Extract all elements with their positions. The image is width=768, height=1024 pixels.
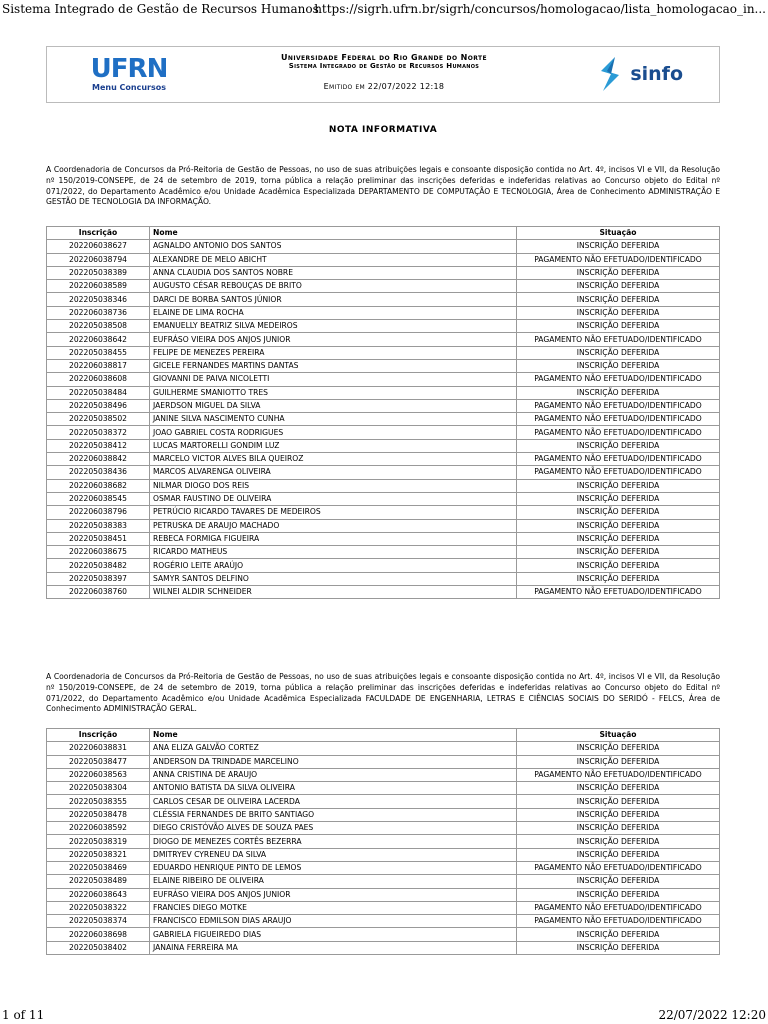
situacao-cell: INSCRIÇÃO DEFERIDA xyxy=(517,240,720,253)
university-name: Universidade Federal do Rio Grande do Norte xyxy=(281,53,487,62)
sinfo-s-icon xyxy=(597,55,623,93)
nome-cell: PETRÚCIO RICARDO TAVARES DE MEDEIROS xyxy=(150,506,517,519)
inscricao-cell: 202205038304 xyxy=(47,782,150,795)
situacao-cell: INSCRIÇÃO DEFERIDA xyxy=(517,439,720,452)
sinfo-logo xyxy=(597,55,683,93)
nome-cell: DIOGO DE MENEZES CORTÊS BEZERRA xyxy=(150,835,517,848)
situacao-cell: INSCRIÇÃO DEFERIDA xyxy=(517,492,720,505)
nome-cell: CARLOS CESAR DE OLIVEIRA LACERDA xyxy=(150,795,517,808)
situacao-cell: INSCRIÇÃO DEFERIDA xyxy=(517,532,720,545)
table-row xyxy=(47,808,720,821)
table-row xyxy=(47,572,720,585)
situacao-cell: INSCRIÇÃO DEFERIDA xyxy=(517,795,720,808)
inscricao-cell: 202206038736 xyxy=(47,306,150,319)
situacao-cell: PAGAMENTO NÃO EFETUADO/IDENTIFICADO xyxy=(517,453,720,466)
nome-cell: WILNEI ALDIR SCHNEIDER xyxy=(150,586,517,599)
situacao-cell: INSCRIÇÃO DEFERIDA xyxy=(517,506,720,519)
nome-cell: EDUARDO HENRIQUE PINTO DE LEMOS xyxy=(150,861,517,874)
table-row xyxy=(47,559,720,572)
situacao-cell: INSCRIÇÃO DEFERIDA xyxy=(517,359,720,372)
situacao-cell: INSCRIÇÃO DEFERIDA xyxy=(517,875,720,888)
table-row xyxy=(47,928,720,941)
inscricao-cell: 202205038322 xyxy=(47,901,150,914)
nome-cell: EUFRÁSO VIEIRA DOS ANJOS JUNIOR xyxy=(150,333,517,346)
situacao-cell: INSCRIÇÃO DEFERIDA xyxy=(517,928,720,941)
nome-cell: PETRUSKA DE ARAUJO MACHADO xyxy=(150,519,517,532)
situacao-cell: INSCRIÇÃO DEFERIDA xyxy=(517,572,720,585)
header-info xyxy=(197,53,571,91)
document-title: NOTA INFORMATIVA xyxy=(328,125,438,135)
table-row xyxy=(47,861,720,874)
table-row xyxy=(47,888,720,901)
nome-cell: FRANCISCO EDMILSON DIAS ARAUJO xyxy=(150,915,517,928)
document-page xyxy=(46,46,720,135)
inscricao-cell: 202206038796 xyxy=(47,506,150,519)
table-row xyxy=(47,266,720,279)
situacao-cell: PAGAMENTO NÃO EFETUADO/IDENTIFICADO xyxy=(517,426,720,439)
situacao-cell: INSCRIÇÃO DEFERIDA xyxy=(517,479,720,492)
nome-cell: JANINE SILVA NASCIMENTO CUNHA xyxy=(150,413,517,426)
situacao-cell: PAGAMENTO NÃO EFETUADO/IDENTIFICADO xyxy=(517,333,720,346)
table-row xyxy=(47,359,720,372)
inscricao-cell: 202205038389 xyxy=(47,266,150,279)
inscricao-cell: 202206038831 xyxy=(47,742,150,755)
ufrn-logo[interactable] xyxy=(89,55,169,92)
nome-cell: GICELE FERNANDES MARTINS DANTAS xyxy=(150,359,517,372)
table-row xyxy=(47,293,720,306)
sinfo-logo-text: sinfo xyxy=(630,63,683,85)
table-row xyxy=(47,453,720,466)
table-row xyxy=(47,795,720,808)
situacao-cell: INSCRIÇÃO DEFERIDA xyxy=(517,559,720,572)
situacao-cell: INSCRIÇÃO DEFERIDA xyxy=(517,755,720,768)
inscricao-cell: 202206038608 xyxy=(47,373,150,386)
table-row xyxy=(47,848,720,861)
nome-cell: DARCI DE BORBA SANTOS JÚNIOR xyxy=(150,293,517,306)
inscricao-cell: 202205038436 xyxy=(47,466,150,479)
table-row xyxy=(47,280,720,293)
inscricao-cell: 202205038469 xyxy=(47,861,150,874)
situacao-cell: PAGAMENTO NÃO EFETUADO/IDENTIFICADO xyxy=(517,466,720,479)
table-row xyxy=(47,399,720,412)
situacao-cell: PAGAMENTO NÃO EFETUADO/IDENTIFICADO xyxy=(517,915,720,928)
nome-cell: JOAO GABRIEL COSTA RODRIGUES xyxy=(150,426,517,439)
nome-cell: ANDERSON DA TRINDADE MARCELINO xyxy=(150,755,517,768)
situacao-cell: INSCRIÇÃO DEFERIDA xyxy=(517,848,720,861)
inscricao-cell: 202206038760 xyxy=(47,586,150,599)
situacao-cell: INSCRIÇÃO DEFERIDA xyxy=(517,386,720,399)
inscricao-cell: 202206038545 xyxy=(47,492,150,505)
nome-cell: ANTONIO BATISTA DA SILVA OLIVEIRA xyxy=(150,782,517,795)
situacao-cell: INSCRIÇÃO DEFERIDA xyxy=(517,742,720,755)
situacao-cell: INSCRIÇÃO DEFERIDA xyxy=(517,808,720,821)
table-row xyxy=(47,479,720,492)
inscricao-cell: 202205038455 xyxy=(47,346,150,359)
table-row xyxy=(47,240,720,253)
inscricao-cell: 202205038346 xyxy=(47,293,150,306)
col-inscricao-header: Inscrição xyxy=(47,227,150,240)
col-nome-header: Nome xyxy=(150,227,517,240)
print-datetime: 22/07/2022 12:20 xyxy=(658,1008,766,1022)
nome-cell: OSMAR FAUSTINO DE OLIVEIRA xyxy=(150,492,517,505)
menu-concursos-link[interactable]: Menu Concursos xyxy=(91,83,167,92)
page-count: 1 of 11 xyxy=(2,1008,45,1022)
emission-date: Emitido em 22/07/2022 12:18 xyxy=(323,82,445,91)
table-header-row xyxy=(47,227,720,240)
table-row xyxy=(47,782,720,795)
inscricao-cell: 202205038478 xyxy=(47,808,150,821)
situacao-cell: PAGAMENTO NÃO EFETUADO/IDENTIFICADO xyxy=(517,861,720,874)
col-situacao-header: Situação xyxy=(517,729,720,742)
nome-cell: EMANUELLY BEATRIZ SILVA MEDEIROS xyxy=(150,320,517,333)
nome-cell: DMITRYEV CYRENEU DA SILVA xyxy=(150,848,517,861)
table-row xyxy=(47,346,720,359)
nome-cell: GUILHERME SMANIOTTO TRES xyxy=(150,386,517,399)
table-row xyxy=(47,875,720,888)
table-row xyxy=(47,506,720,519)
nome-cell: ANA ELIZA GALVÃO CORTEZ xyxy=(150,742,517,755)
section-2-paragraph: A Coordenadoria de Concursos da Pró-Reitoria de Gestão de Pessoas, no uso de suas atribuições legais e consoante disposição contida no Art. 4º, incisos VI e VII, da Resolução nº 150/2019-CONSEPE, de 24 de setembro de 2019, torna pública a relação preliminar das inscrições deferidas e indeferidas relativas ao Concurso objeto do Edital nº 071/2022, do Departamento Acadêmico e/ou Unidade Acadêmica Especializada FACULDADE DE ENGENHARIA, LETRAS E CIÊNCIAS SOCIAIS DO SERIDÓ - FELCS, Área de Conhecimento ADMINISTRAÇÃO GERAL. xyxy=(46,672,720,714)
inscricao-cell: 202206038627 xyxy=(47,240,150,253)
nome-cell: ROGÉRIO LEITE ARAÚJO xyxy=(150,559,517,572)
table-header-row xyxy=(47,729,720,742)
inscricao-cell: 202205038321 xyxy=(47,848,150,861)
inscricao-cell: 202205038397 xyxy=(47,572,150,585)
situacao-cell: INSCRIÇÃO DEFERIDA xyxy=(517,280,720,293)
situacao-cell: INSCRIÇÃO DEFERIDA xyxy=(517,519,720,532)
situacao-cell: PAGAMENTO NÃO EFETUADO/IDENTIFICADO xyxy=(517,901,720,914)
table-row xyxy=(47,519,720,532)
situacao-cell: INSCRIÇÃO DEFERIDA xyxy=(517,888,720,901)
nome-cell: GABRIELA FIGUEIREDO DIAS xyxy=(150,928,517,941)
col-inscricao-header: Inscrição xyxy=(47,729,150,742)
inscricao-cell: 202205038489 xyxy=(47,875,150,888)
table-row xyxy=(47,426,720,439)
inscricao-cell: 202206038642 xyxy=(47,333,150,346)
system-name: Sistema Integrado de Gestão de Recursos Humanos xyxy=(288,62,480,70)
nome-cell: SAMYR SANTOS DELFINO xyxy=(150,572,517,585)
situacao-cell: PAGAMENTO NÃO EFETUADO/IDENTIFICADO xyxy=(517,373,720,386)
document-header xyxy=(46,46,720,103)
table-row xyxy=(47,941,720,954)
inscricao-cell: 202206038682 xyxy=(47,479,150,492)
inscricao-cell: 202205038412 xyxy=(47,439,150,452)
inscricao-cell: 202205038355 xyxy=(47,795,150,808)
situacao-cell: PAGAMENTO NÃO EFETUADO/IDENTIFICADO xyxy=(517,253,720,266)
nome-cell: AGNALDO ANTONIO DOS SANTOS xyxy=(150,240,517,253)
table-row xyxy=(47,546,720,559)
situacao-cell: PAGAMENTO NÃO EFETUADO/IDENTIFICADO xyxy=(517,413,720,426)
inscricao-cell: 202205038374 xyxy=(47,915,150,928)
nome-cell: MARCOS ALVARENGA OLIVEIRA xyxy=(150,466,517,479)
nome-cell: ANNA CLAUDIA DOS SANTOS NOBRE xyxy=(150,266,517,279)
table-row xyxy=(47,439,720,452)
table-row xyxy=(47,320,720,333)
table-row xyxy=(47,306,720,319)
nome-cell: LUCAS MARTORELLI GONDIM LUZ xyxy=(150,439,517,452)
print-header xyxy=(0,0,768,18)
table-row xyxy=(47,768,720,781)
nome-cell: ANNA CRISTINA DE ARAUJO xyxy=(150,768,517,781)
table-row xyxy=(47,413,720,426)
inscricao-cell: 202205038372 xyxy=(47,426,150,439)
table-row xyxy=(47,466,720,479)
inscricao-cell: 202205038383 xyxy=(47,519,150,532)
section-1-table xyxy=(46,226,720,599)
situacao-cell: INSCRIÇÃO DEFERIDA xyxy=(517,266,720,279)
section-2-table xyxy=(46,728,720,955)
table-row xyxy=(47,835,720,848)
nome-cell: MARCELO VICTOR ALVES BILA QUEIROZ xyxy=(150,453,517,466)
inscricao-cell: 202205038451 xyxy=(47,532,150,545)
table-row xyxy=(47,532,720,545)
inscricao-cell: 202205038484 xyxy=(47,386,150,399)
situacao-cell: INSCRIÇÃO DEFERIDA xyxy=(517,782,720,795)
inscricao-cell: 202206038817 xyxy=(47,359,150,372)
table-row xyxy=(47,901,720,914)
table-row xyxy=(47,822,720,835)
nome-cell: EUFRÁSO VIEIRA DOS ANJOS JUNIOR xyxy=(150,888,517,901)
situacao-cell: PAGAMENTO NÃO EFETUADO/IDENTIFICADO xyxy=(517,768,720,781)
inscricao-cell: 202206038794 xyxy=(47,253,150,266)
inscricao-cell: 202206038563 xyxy=(47,768,150,781)
nome-cell: JANAINA FERREIRA MA xyxy=(150,941,517,954)
table-row xyxy=(47,915,720,928)
nome-cell: ELAINE DE LIMA ROCHA xyxy=(150,306,517,319)
situacao-cell: INSCRIÇÃO DEFERIDA xyxy=(517,941,720,954)
nome-cell: JAERDSON MIGUEL DA SILVA xyxy=(150,399,517,412)
inscricao-cell: 202205038508 xyxy=(47,320,150,333)
table-row xyxy=(47,742,720,755)
situacao-cell: INSCRIÇÃO DEFERIDA xyxy=(517,320,720,333)
nome-cell: RICARDO MATHEUS xyxy=(150,546,517,559)
ufrn-logo-text: UFRN xyxy=(90,54,168,84)
nome-cell: FRANCIES DIEGO MOTKE xyxy=(150,901,517,914)
situacao-cell: INSCRIÇÃO DEFERIDA xyxy=(517,293,720,306)
nome-cell: DIEGO CRISTÓVÃO ALVES DE SOUZA PAES xyxy=(150,822,517,835)
inscricao-cell: 202205038402 xyxy=(47,941,150,954)
situacao-cell: INSCRIÇÃO DEFERIDA xyxy=(517,546,720,559)
situacao-cell: INSCRIÇÃO DEFERIDA xyxy=(517,822,720,835)
inscricao-cell: 202206038643 xyxy=(47,888,150,901)
situacao-cell: INSCRIÇÃO DEFERIDA xyxy=(517,835,720,848)
nome-cell: AUGUSTO CÉSAR REBOUÇAS DE BRITO xyxy=(150,280,517,293)
inscricao-cell: 202206038592 xyxy=(47,822,150,835)
section-1-paragraph: A Coordenadoria de Concursos da Pró-Reitoria de Gestão de Pessoas, no uso de suas atribuições legais e consoante disposição contida no Art. 4º, incisos VI e VII, da Resolução nº 150/2019-CONSEPE, de 24 de setembro de 2019, torna pública a relação preliminar das inscrições deferidas e indeferidas relativas ao Concurso objeto do Edital nº 071/2022, do Departamento Acadêmico e/ou Unidade Acadêmica Especializada DEPARTAMENTO DE COMPUTAÇÃO E TECNOLOGIA, Área de Conhecimento ADMINISTRAÇÃO E GESTÃO DE TECNOLOGIA DA INFORMAÇÃO. xyxy=(46,165,720,207)
nome-cell: GIOVANNI DE PAIVA NICOLETTI xyxy=(150,373,517,386)
situacao-cell: INSCRIÇÃO DEFERIDA xyxy=(517,306,720,319)
table-row xyxy=(47,373,720,386)
inscricao-cell: 202205038477 xyxy=(47,755,150,768)
nome-cell: ALEXANDRE DE MELO ABICHT xyxy=(150,253,517,266)
inscricao-cell: 202206038675 xyxy=(47,546,150,559)
inscricao-cell: 202205038502 xyxy=(47,413,150,426)
page-title: Sistema Integrado de Gestão de Recursos Humanos xyxy=(2,2,319,16)
table-row xyxy=(47,586,720,599)
inscricao-cell: 202206038589 xyxy=(47,280,150,293)
col-nome-header: Nome xyxy=(150,729,517,742)
nome-cell: CLÉSSIA FERNANDES DE BRITO SANTIAGO xyxy=(150,808,517,821)
table-row xyxy=(47,333,720,346)
inscricao-cell: 202205038496 xyxy=(47,399,150,412)
table-row xyxy=(47,386,720,399)
inscricao-cell: 202205038482 xyxy=(47,559,150,572)
nome-cell: NILMAR DIOGO DOS REIS xyxy=(150,479,517,492)
inscricao-cell: 202205038319 xyxy=(47,835,150,848)
inscricao-cell: 202206038698 xyxy=(47,928,150,941)
nome-cell: FELIPE DE MENEZES PEREIRA xyxy=(150,346,517,359)
table-row xyxy=(47,253,720,266)
page-url: https://sigrh.ufrn.br/sigrh/concursos/homologacao/lista_homologacao_in... xyxy=(314,2,766,16)
print-footer xyxy=(0,1006,768,1024)
situacao-cell: INSCRIÇÃO DEFERIDA xyxy=(517,346,720,359)
situacao-cell: PAGAMENTO NÃO EFETUADO/IDENTIFICADO xyxy=(517,399,720,412)
situacao-cell: PAGAMENTO NÃO EFETUADO/IDENTIFICADO xyxy=(517,586,720,599)
col-situacao-header: Situação xyxy=(517,227,720,240)
nome-cell: ELAINE RIBEIRO DE OLIVEIRA xyxy=(150,875,517,888)
table-row xyxy=(47,492,720,505)
table-row xyxy=(47,755,720,768)
inscricao-cell: 202206038842 xyxy=(47,453,150,466)
nome-cell: REBECA FORMIGA FIGUEIRA xyxy=(150,532,517,545)
